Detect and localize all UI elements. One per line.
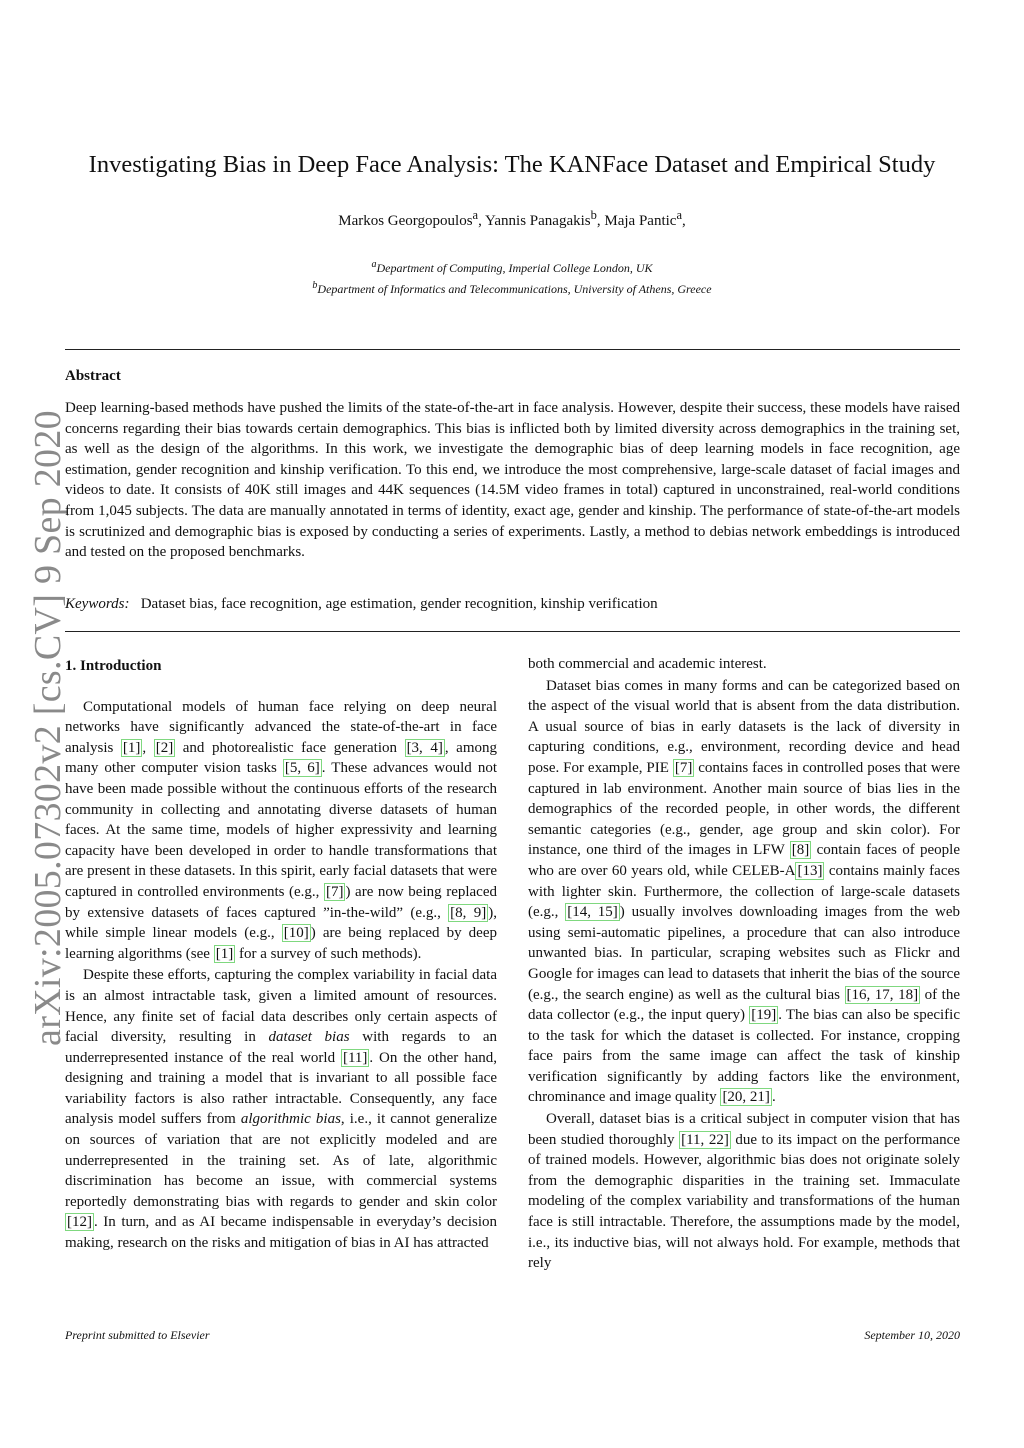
- paragraph: [65, 697, 497, 965]
- text-run: and photorealistic face generation: [175, 739, 405, 756]
- citation-link[interactable]: [1]: [122, 739, 141, 756]
- citation-link[interactable]: [7]: [325, 883, 344, 900]
- text-run: Despite these efforts, capturing the complex variability in facial data is an almost intractable task, given a limited amount of resources. Hence, any finite set of facial data describes only certain aspects of facial diversity, resulting in: [65, 967, 497, 1046]
- text-run: due to its impact on the performance of trained models. However, algorithmic bias does not originate solely from the demographic disparities in the training set. Immaculate modeling of the complex variability and transformations of the human face is still intractable. Therefore, the assumptions made by the model, i.e., its inductive bias, will not always hold. For example, methods that rely: [528, 1131, 961, 1272]
- citation-link[interactable]: [14, 15]: [567, 904, 618, 921]
- text-run: , i.e., it cannot generalize on sources of variation that are not explicitly modeled and are underrepresented in the training set. As of late, algorithmic discrimination has become an issue, with commercial systems reportedly demonstrating bias with regards to gender and skin color: [65, 1111, 497, 1210]
- affiliation-text: Department of Informatics and Telecommunications, University of Athens, Greece: [317, 282, 712, 296]
- citation-link[interactable]: [20, 21]: [722, 1089, 770, 1106]
- text-run: Overall, dataset bias is a critical subject in computer vision that has been studied thoroughly: [528, 1111, 960, 1148]
- bottom-rule: [65, 631, 960, 632]
- citation-link[interactable]: [12]: [67, 1214, 92, 1231]
- citation-link[interactable]: [8]: [791, 842, 810, 859]
- emphasis-text: dataset bias: [268, 1029, 350, 1046]
- citation-link[interactable]: [10]: [283, 925, 309, 942]
- citation-link[interactable]: [13]: [797, 862, 823, 879]
- author-name: Maja Pantic: [604, 213, 677, 229]
- citation-link[interactable]: [7]: [674, 759, 693, 776]
- text-run: Computational models of human face relying on deep neural networks have significantly advanced the state-of-the-art in face analysis: [65, 698, 497, 756]
- keywords-label: Keywords:: [65, 596, 130, 612]
- text-run: Dataset bias comes in many forms and can be categorized based on the aspect of the visual world that is absent from the data distribution. A usual source of bias in early datasets is the lack of diversity in capturing conditions, e.g., environment, recording device and head pose. For example, PIE: [528, 677, 960, 776]
- author-name: Markos Georgopoulos: [338, 213, 473, 229]
- text-run: . In turn, and as AI became indispensable in everyday’s decision making, research on the risks and mitigation of bias in AI has attracted: [65, 1214, 497, 1252]
- abstract-heading: Abstract: [65, 368, 121, 384]
- text-run: with regards to an underrepresented instance of the real world: [65, 1029, 498, 1066]
- text-run: contain faces of people who are over 60 years old, while CELEB-A: [528, 842, 960, 879]
- affiliation-line: [0, 256, 1024, 277]
- text-run: ) are being replaced by deep learning algorithms (see: [65, 925, 497, 962]
- affiliation-text: Department of Computing, Imperial College London, UK: [376, 261, 653, 275]
- text-run: for a survey of such methods).: [235, 945, 422, 962]
- text-run: ) are now being replaced by extensive datasets of faces captured ”in-the-wild” (e.g.,: [65, 883, 497, 921]
- citation-link[interactable]: [11]: [342, 1049, 368, 1066]
- author-affiliation-mark: a: [676, 208, 683, 222]
- keywords: [65, 596, 960, 613]
- text-run: . On the other hand, designing and training a model that is invariant to all possible face variability factors is also rather intractable. Consequently, any face analysis model suffers from: [65, 1049, 498, 1128]
- abstract-text: Deep learning-based methods have pushed the limits of the state-of-the-art in face analysis. However, despite their success, these models have raised concerns regarding their bias towards certain demographics. This bias is inflicted both by limited diversity across demographics in the training set, as well as the design of the algorithms. In this work, we investigate the demographic bias of deep learning models in face recognition, age estimation, gender recognition and kinship verification. To this end, we introduce the most comprehensive, large-scale dataset of facial images and videos to date. It consists of 40K still images and 44K sequences (14.5M video frames in total) captured in unconstrained, real-world conditions from 1,045 subjects. The data are manually annotated in terms of identity, exact age, gender and kinship. The performance of state-of-the-art models is scrutinized and demographic bias is exposed by conducting a series of experiments. Lastly, a method to debias network embeddings is introduced and tested on the proposed benchmarks.: [65, 400, 960, 561]
- paragraph: [528, 1109, 960, 1274]
- text-run: contains mainly faces with lighter skin. Furthermore, the collection of large-scale datasets (e.g.,: [528, 862, 960, 921]
- text-run: of the data collector (e.g., the input query): [528, 986, 960, 1024]
- text-run: .: [771, 1089, 776, 1106]
- text-run: ) usually involves downloading images from the web using semi-automatic pipelines, a procedure that can also introduce unwanted bias. In particular, scraping websites such as Flickr and Google for images can lead to datasets that inherit the bias of the source (e.g., the search engine) as well as the cultural bias: [528, 904, 960, 1003]
- citation-link[interactable]: [3, 4]: [406, 739, 443, 756]
- emphasis-text: algorithmic bias: [240, 1111, 341, 1128]
- top-rule: [65, 349, 960, 350]
- author-name: Yannis Panagakis: [485, 213, 591, 229]
- right-column: [528, 654, 960, 1274]
- arxiv-stamp: arXiv:2005.07302v2 [cs.CV] 9 Sep 2020: [27, 410, 69, 1046]
- footer-date: September 10, 2020: [864, 1328, 960, 1342]
- citation-link[interactable]: [2]: [155, 739, 174, 756]
- section-heading: 1. Introduction: [65, 658, 162, 674]
- paragraph: [65, 965, 497, 1253]
- paper-title: Investigating Bias in Deep Face Analysis: The KANFace Dataset and Empirical Study: [88, 151, 936, 178]
- text-run: contains faces in controlled poses that were captured in lab environment. Another main source of bias lies in the demographics of the recorded people, in other words, the different semantic categories (e.g., gender, age group and skin color). For instance, one third of the images in LFW: [528, 759, 961, 859]
- author-list: [0, 208, 1024, 230]
- text-run: ,: [142, 739, 154, 756]
- author-separator: ,: [682, 213, 686, 229]
- affiliation-mark: b: [312, 280, 318, 291]
- affiliation-line: [0, 277, 1024, 298]
- author-affiliation-mark: b: [590, 208, 597, 222]
- citation-link[interactable]: [1]: [215, 945, 234, 962]
- footer-preprint-note: Preprint submitted to Elsevier: [65, 1328, 210, 1342]
- affiliation-mark: a: [371, 259, 377, 270]
- author-separator: ,: [478, 213, 486, 229]
- left-column: [65, 654, 497, 1254]
- citation-link[interactable]: [5, 6]: [284, 760, 320, 777]
- paragraph: [528, 676, 960, 1108]
- affiliations: [0, 256, 1024, 298]
- text-run: ), while simple linear models (e.g.,: [65, 904, 497, 942]
- text-run: both commercial and academic interest.: [528, 656, 767, 672]
- citation-link[interactable]: [19]: [751, 1007, 777, 1024]
- text-run: , among many other computer vision tasks: [65, 739, 498, 777]
- paragraph: [528, 654, 960, 675]
- author-separator: ,: [596, 213, 605, 229]
- citation-link[interactable]: [8, 9]: [450, 904, 487, 921]
- citation-link[interactable]: [16, 17, 18]: [846, 986, 919, 1003]
- author-affiliation-mark: a: [472, 208, 479, 222]
- citation-link[interactable]: [11, 22]: [681, 1131, 729, 1148]
- text-run: . The bias can also be specific to the task for which the dataset is collected. For instance, cropping face pairs from the same image can affect the task of kinship verification significantly by adding factors like the environment, chrominance and image quality: [528, 1007, 960, 1106]
- text-run: . These advances would not have been made possible without the continuous efforts of the research community in collecting and annotating diverse datasets of human faces. At the same time, models of higher expressivity and learning capacity have been developed in order to handle transformations that are present in these datasets. In this spirit, early facial datasets that were captured in controlled environments (e.g.,: [65, 760, 497, 900]
- keywords-text: Dataset bias, face recognition, age estimation, gender recognition, kinship verification: [140, 596, 658, 612]
